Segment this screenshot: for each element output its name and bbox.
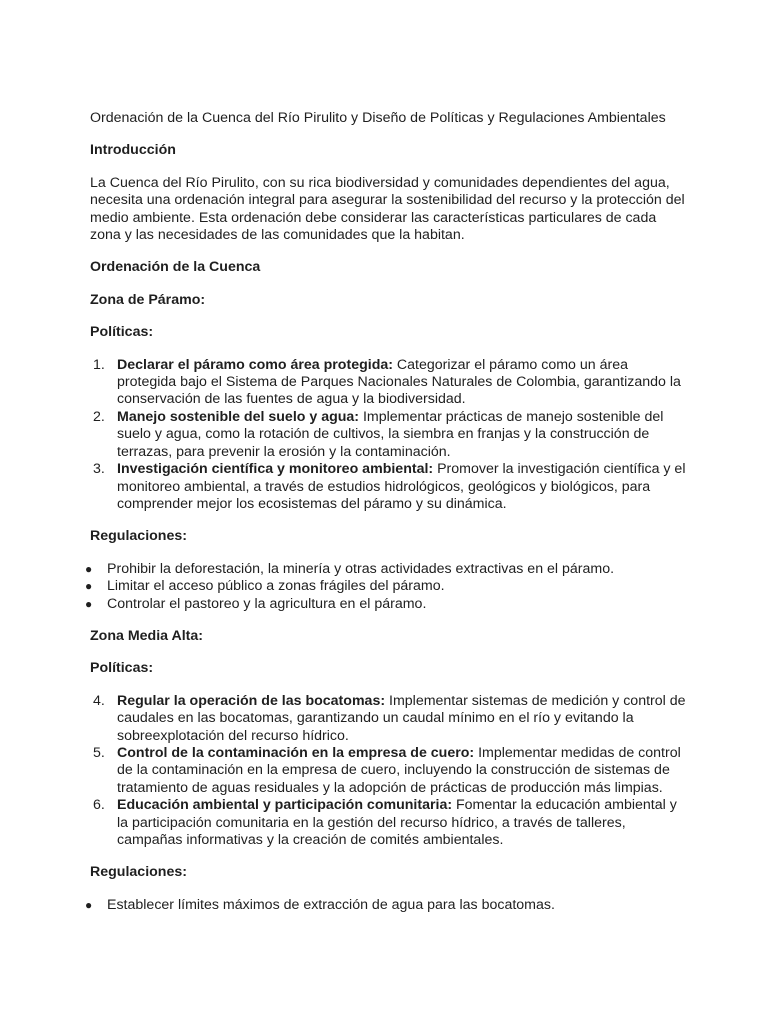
media-alta-regulations-heading: Regulaciones: [90,864,187,881]
regulation-text: Limitar el acceso público a zonas frágiles del páramo. [107,578,445,595]
zona-media-alta-heading: Zona Media Alta: [90,627,203,644]
policy-number: 1. [93,356,105,373]
policy-item [90,797,690,849]
regulation-item [85,560,690,578]
intro-heading: Introducción [90,142,176,159]
regulation-text: Establecer límites máximos de extracción de agua para las bocatomas. [107,896,555,913]
policy-item [90,745,690,797]
policy-item [90,357,690,409]
policy-text: Categorizar el páramo como un área protegida bajo el Sistema de Parques Nacionales Naturales de Colombia, garantizando la conservación de las fuentes de agua y la biodiversidad. [117,356,681,408]
bullet-icon: ● [85,596,93,611]
policy-number: 2. [93,408,105,425]
policy-text: Implementar sistemas de medición y control de caudales en las bocatomas, garantizando un caudal mínimo en el río y evitando la sobreexplotación del recurso hídrico. [117,692,686,744]
document-title: Ordenación de la Cuenca del Río Pirulito y Diseño de Políticas y Regulaciones Ambientales [90,110,666,126]
intro-paragraph: La Cuenca del Río Pirulito, con su rica biodiversidad y comunidades dependientes del agua, necesita una ordenación integral para asegurar la sostenibilidad del recurso y la protección del medio ambiente. Esta ordenación debe considerar las características particulares de cada zona y las necesidades de las comunidades que la habitan. [90,174,685,244]
policy-title: Educación ambiental y participación comunitaria: [117,797,453,814]
paramo-regulations-heading: Regulaciones: [90,528,187,545]
policy-title: Control de la contaminación en la empresa de cuero: [117,744,475,761]
policy-title: Investigación científica y monitoreo ambiental: [117,461,434,478]
regulation-item [85,578,690,595]
paramo-regulations-list [85,560,690,613]
media-alta-policies-heading: Políticas: [90,660,154,677]
policy-text: Promover la investigación científica y el monitoreo ambiental, a través de estudios hidrológicos, geológicos y biológicos, para comprender mejor los ecosistemas del páramo y su dinámica. [117,461,686,512]
bullet-icon: ● [85,897,93,912]
bullet-icon: ● [85,561,93,576]
regulation-text: Controlar el pastoreo y la agricultura en el páramo. [107,595,427,612]
policy-number: 5. [93,744,105,761]
policy-number: 6. [93,797,105,814]
ordenacion-heading: Ordenación de la Cuenca [90,259,261,276]
policy-item [90,461,690,513]
policy-text: Implementar prácticas de manejo sostenible del suelo y agua, como la rotación de cultivos, la siembra en franjas y la construcción de terrazas, para prevenir la erosión y la contaminación. [117,408,664,460]
media-alta-policies-list [90,693,690,850]
policy-text: Fomentar la educación ambiental y la participación comunitaria en la gestión del recurso hídrico, a través de talleres, campañas informativas y la creación de comités ambientales. [117,797,677,848]
paramo-policies-list [90,357,690,514]
policy-title: Regular la operación de las bocatomas: [117,692,386,709]
policy-title: Manejo sostenible del suelo y agua: [117,408,360,425]
paramo-policies-heading: Políticas: [90,324,154,341]
policy-number: 3. [93,461,105,478]
policy-item [90,693,690,745]
bullet-icon: ● [85,579,93,594]
policy-number: 4. [93,692,105,709]
document-page [85,110,690,929]
regulation-text: Prohibir la deforestación, la minería y otras actividades extractivas en el páramo. [107,560,615,577]
policy-item [90,409,690,461]
regulation-item [85,595,690,613]
policy-title: Declarar el páramo como área protegida: [117,356,393,373]
media-alta-regulations-list [85,896,690,914]
zona-paramo-heading: Zona de Páramo: [90,291,206,308]
policy-text: Implementar medidas de control de la contaminación en la empresa de cuero, incluyendo la construcción de sistemas de tratamiento de aguas residuales y la adopción de prácticas de producción más limpias. [117,744,681,796]
regulation-item [85,896,690,914]
